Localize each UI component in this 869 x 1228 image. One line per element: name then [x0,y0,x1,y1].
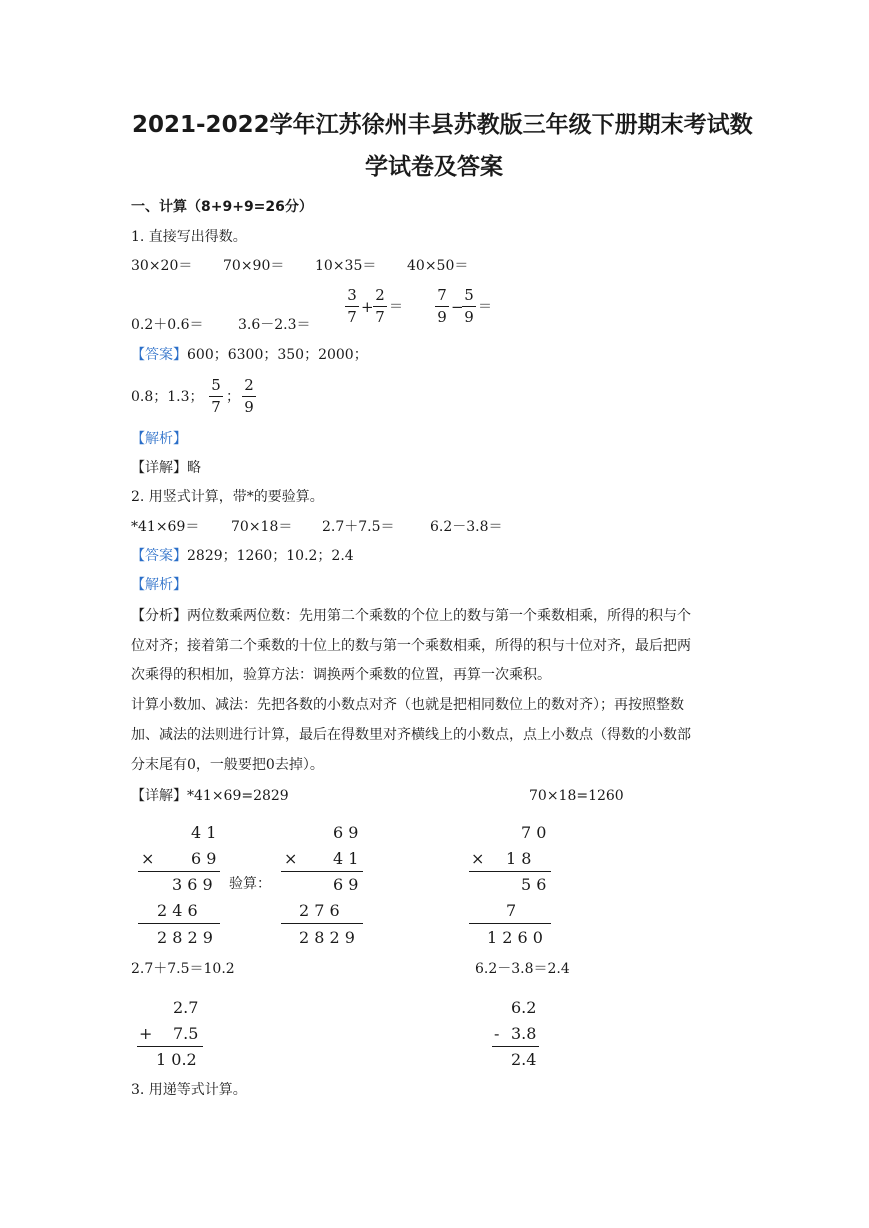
vm2-p1: 6 9 [333,875,359,894]
vm3-mid: 1 8 [506,849,532,868]
fraction-bar [462,306,476,307]
denominator: 7 [211,398,221,416]
q1-expr-5: 0.2＋0.6＝ [131,317,204,333]
q2-fenxi-line-3: 次乘得的积相加，验算方法：调换两个乘数的位置，再算一次乘积。 [131,667,551,683]
q1-answer-line2: 0.8；1.3； [131,389,204,405]
section-heading: 一、计算（8+9+9=26分） [131,199,313,215]
vm2-line-2 [281,923,363,924]
doc-title-line1: 2021-2022学年江苏徐州丰县苏教版三年级下册期末考试数 [132,112,753,138]
vs-op: - [494,1024,500,1043]
vm3-op: × [471,849,485,868]
vm1-res: 2 8 2 9 [157,928,213,947]
vm2-p2: 2 7 6 [299,901,340,920]
q2-analysis-tag: 【解析】 [131,577,187,593]
vm3-p2: 7 [506,901,517,920]
detail-text: 略 [187,460,201,476]
vm2-mid: 4 1 [333,849,359,868]
numerator: 5 [211,376,221,394]
q1-frac-eq2: ＝ [478,299,492,315]
fenxi-text: 两位数乘两位数：先用第二个乘数的个位上的数与第一个乘数相乘，所得的积与个 [187,608,691,624]
vs-mid: 3.8 [511,1024,537,1043]
vm3-line-1 [469,871,551,872]
numerator: 2 [244,376,254,394]
answer-tag: 【答案】 [131,548,187,564]
q2-fenxi-line-5: 加、减法的法则进行计算，最后在得数里对齐横线上的小数点，点上小数点（得数的小数部 [131,727,691,743]
va-line [137,1046,203,1047]
q2-fenxi-line-2: 位对齐；接着第二个乘数的十位上的数与第一个乘数相乘，所得的积与十位对齐，最后把两 [131,638,691,654]
vs-res: 2.4 [511,1050,537,1069]
denominator: 7 [347,308,357,326]
q2-expr-1: *41×69＝ [131,519,200,535]
answer-text: 2829；1260；10.2；2.4 [187,548,354,564]
vm2-line-1 [281,871,363,872]
q2-eq-sub: 6.2－3.8＝2.4 [475,961,570,977]
vm1-mid: 6 9 [191,849,217,868]
q2-fenxi-line-4: 计算小数加、减法：先把各数的小数点对齐（也就是把相同数位上的数对齐）；再按照整数 [131,697,684,713]
check-label: 验算： [229,876,271,892]
numerator: 5 [464,286,474,304]
fenxi-tag: 【分析】 [131,608,187,624]
q1-answer-sep: ； [226,389,240,405]
vs-line [492,1046,539,1047]
va-top: 2.7 [173,998,199,1017]
q1-frac-c [435,288,449,325]
q1-frac-eq: ＝ [389,299,403,315]
vm2-op: × [284,849,298,868]
q1-frac-op2: − [451,298,464,316]
q1-answer [131,348,368,362]
fraction-bar [242,396,256,397]
q1-frac-d [462,288,476,325]
q2-expr-2: 70×18＝ [231,519,293,535]
numerator: 2 [375,286,385,304]
doc-title-line2: 学试卷及答案 [365,154,503,180]
q2-fenxi-line-1 [131,609,691,623]
numerator: 7 [437,286,447,304]
vm1-top: 4 1 [191,823,217,842]
q2-detail-b: 70×18=1260 [529,788,624,804]
q2-prompt: 2. 用竖式计算，带*的要验算。 [131,489,324,505]
vs-top: 6.2 [511,998,537,1017]
fraction-bar [345,306,359,307]
q2-expr-3: 2.7＋7.5＝ [322,519,395,535]
detail-tag: 【详解】 [131,788,187,804]
answer-tag: 【答案】 [131,347,187,363]
q1-prompt: 1. 直接写出得数。 [131,229,247,245]
vm1-p2: 2 4 6 [157,901,198,920]
q1-detail [131,461,201,475]
q1-frac-b [373,288,387,325]
vm3-p1: 5 6 [521,875,547,894]
q1-expr-2: 70×90＝ [223,258,285,274]
q1-expr-3: 10×35＝ [315,258,377,274]
vm3-top: 7 0 [521,823,547,842]
va-op: + [139,1024,153,1043]
q1-expr-1: 30×20＝ [131,258,193,274]
q1-expr-6: 3.6－2.3＝ [238,317,311,333]
denominator: 7 [375,308,385,326]
fraction-bar [435,306,449,307]
vm1-p1: 3 6 9 [172,875,213,894]
denominator: 9 [464,308,474,326]
denominator: 9 [437,308,447,326]
answer-text: 600；6300；350；2000； [187,347,368,363]
vm1-op: × [141,849,155,868]
fraction-bar [373,306,387,307]
q2-expr-4: 6.2－3.8＝ [430,519,503,535]
q2-answer [131,549,354,563]
fraction-bar [209,396,223,397]
detail-tag: 【详解】 [131,460,187,476]
q2-fenxi-line-6: 分末尾有0，一般要把0去掉）。 [131,757,324,773]
vm2-res: 2 8 2 9 [299,928,355,947]
va-res: 1 0.2 [156,1050,197,1069]
q1-answer-frac1 [209,378,223,415]
q1-frac-op: + [361,298,374,316]
q1-frac-a [345,288,359,325]
detail-text: *41×69=2829 [187,788,289,804]
q1-answer-frac2 [242,378,256,415]
q3-prompt: 3. 用递等式计算。 [131,1082,247,1098]
vm3-line-2 [469,923,551,924]
va-mid: 7.5 [173,1024,199,1043]
vm1-line-2 [138,923,220,924]
vm1-line-1 [138,871,220,872]
q1-expr-4: 40×50＝ [407,258,469,274]
numerator: 3 [347,286,357,304]
q1-analysis-tag: 【解析】 [131,431,187,447]
q2-detail-a [131,789,289,803]
vm2-top: 6 9 [333,823,359,842]
vm3-res: 1 2 6 0 [487,928,543,947]
denominator: 9 [244,398,254,416]
q2-eq-add: 2.7＋7.5＝10.2 [131,961,235,977]
